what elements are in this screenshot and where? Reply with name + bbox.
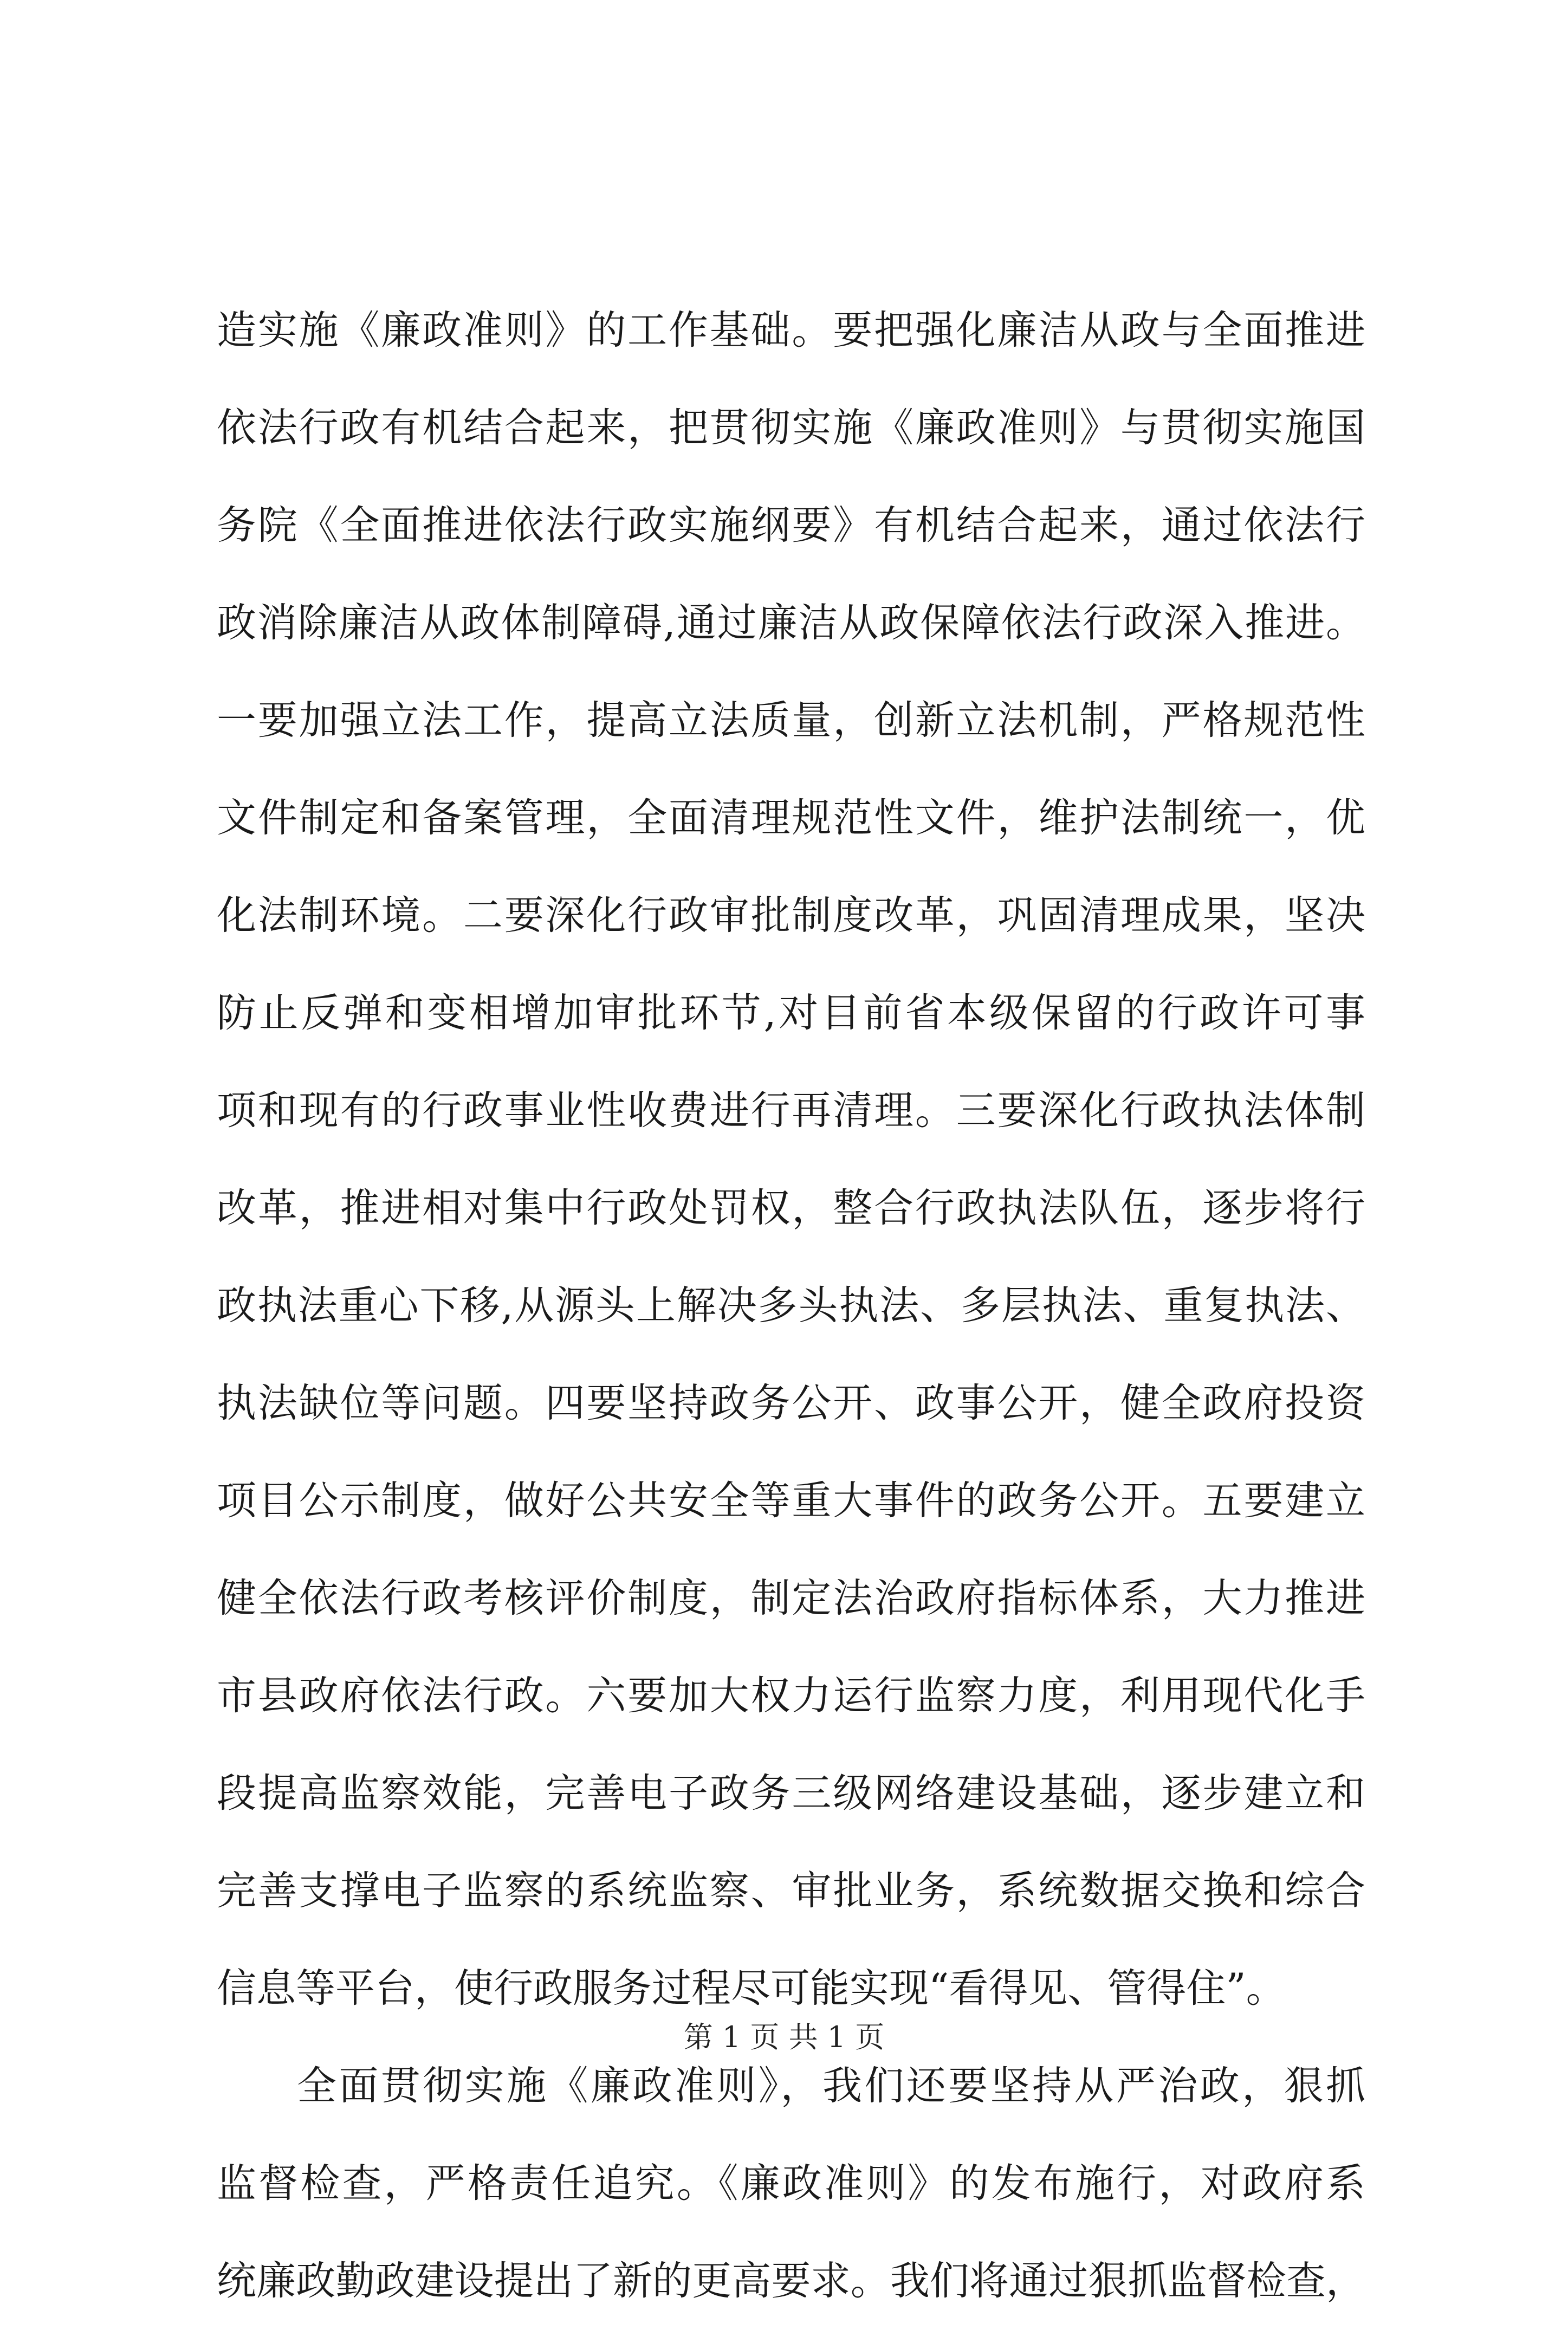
text-line: 项目公示制度，做好公共安全等重大事件的政务公开。五要建立: [217, 1478, 1365, 1524]
text-line: 执法缺位等问题。四要坚持政务公开、政事公开，健全政府投资: [217, 1380, 1365, 1426]
text-line: 务院《全面推进依法行政实施纲要》有机结合起来，通过依法行: [217, 502, 1365, 548]
text-line: 依法行政有机结合起来，把贯彻实施《廉政准则》与贯彻实施国: [217, 405, 1365, 451]
text-line: 完善支撑电子监察的系统监察、审批业务，系统数据交换和综合: [217, 1868, 1365, 1914]
text-line: 全面贯彻实施《廉政准则》，我们还要坚持从严治政，狠抓: [297, 2063, 1365, 2109]
paragraph-1: [217, 282, 1365, 2037]
text-line: 防止反弹和变相增加审批环节,对目前省本级保留的行政许可事: [217, 990, 1365, 1036]
text-line: 市县政府依法行政。六要加大权力运行监察力度，利用现代化手: [217, 1673, 1365, 1719]
text-line: 健全依法行政考核评价制度，制定法治政府指标体系，大力推进: [217, 1575, 1365, 1621]
text-line: 政消除廉洁从政体制障碍,通过廉洁从政保障依法行政深入推进。: [217, 600, 1365, 646]
text-line: 改革，推进相对集中行政处罚权，整合行政执法队伍，逐步将行: [217, 1185, 1365, 1231]
text-line: 造实施《廉政准则》的工作基础。要把强化廉洁从政与全面推进: [217, 307, 1365, 353]
text-line: 信息等平台，使行政服务过程尽可能实现“看得见、管得住”。: [217, 1965, 1286, 2011]
page-number-label: 第 1 页 共 1 页: [683, 2020, 885, 2054]
text-line: 政执法重心下移,从源头上解决多头执法、多层执法、重复执法、: [217, 1283, 1365, 1329]
text-line: 项和现有的行政事业性收费进行再清理。三要深化行政执法体制: [217, 1088, 1365, 1134]
text-line: 文件制定和备案管理，全面清理规范性文件，维护法制统一，优: [217, 795, 1365, 841]
paragraph-2: [217, 2037, 1365, 2330]
text-line: 化法制环境。二要深化行政审批制度改革，巩固清理成果，坚决: [217, 892, 1365, 939]
text-line: 统廉政勤政建设提出了新的更高要求。我们将通过狠抓监督检查，: [217, 2258, 1365, 2304]
text-line: 段提高监察效能，完善电子政务三级网络建设基础，逐步建立和: [217, 1770, 1365, 1816]
text-line: 监督检查，严格责任追究。《廉政准则》的发布施行，对政府系: [217, 2160, 1365, 2206]
page-footer: [0, 2016, 1568, 2059]
text-line: 一要加强立法工作，提高立法质量，创新立法机制，严格规范性: [217, 697, 1365, 743]
